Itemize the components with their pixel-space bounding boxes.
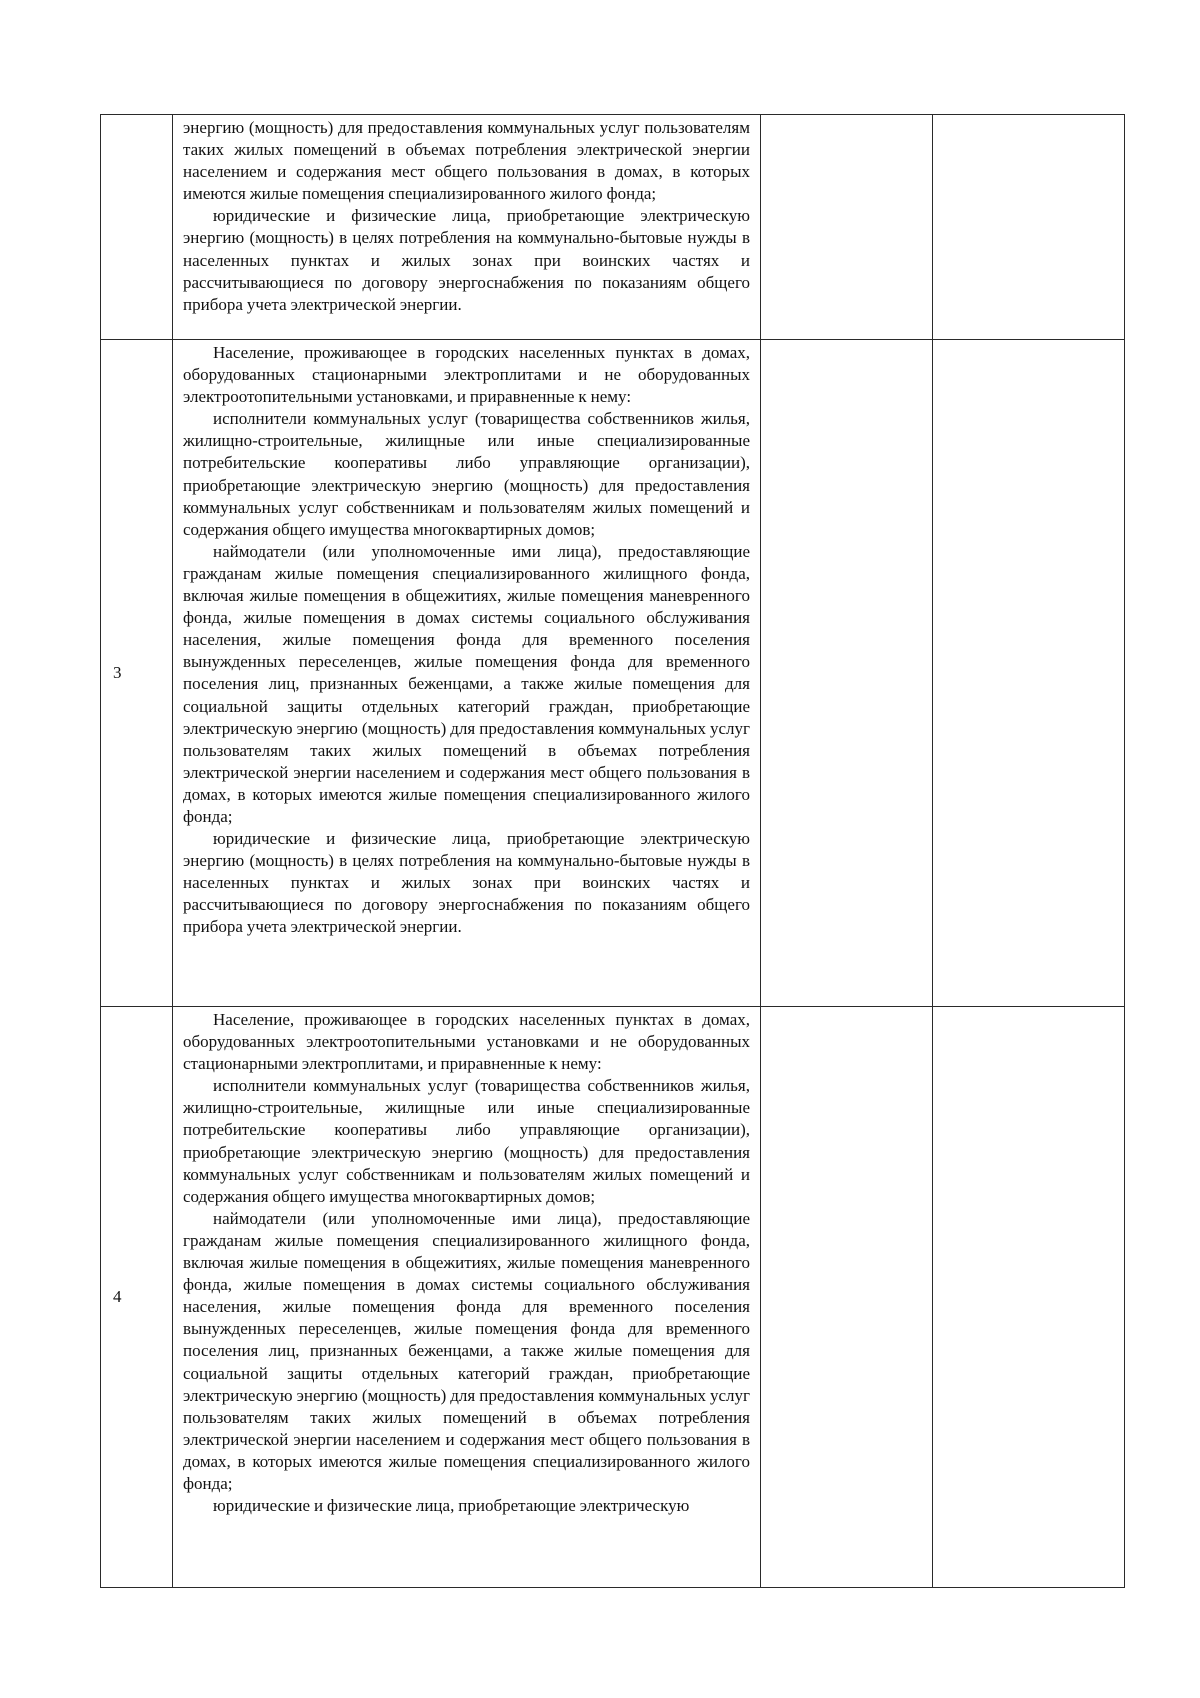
table-row bbox=[101, 1007, 1125, 1588]
paragraph: наймодатели (или уполномоченные ими лица), предоставляющие гражданам жилые помещения специализированного жилищного фонда, включая жилые помещения в общежитиях, жилые помещения маневренного фонда, жилые помещения в домах системы социального обслуживания населения, жилые помещения фонда для временного поселения вынужденных переселенцев, жилые помещения фонда для временного поселения лиц, признанных беженцами, а также жилые помещения для социальной защиты отдельных категорий граждан, приобретающие электрическую энергию (мощность) для предоставления коммунальных услуг пользователям таких жилых помещений в объемах потребления электрической энергии населением и содержания мест общего пользования в домах, в которых имеются жилые помещения специализированного жилого фонда; bbox=[183, 541, 750, 826]
row-description-cell bbox=[173, 115, 761, 340]
row-number-cell bbox=[101, 115, 173, 340]
paragraph: наймодатели (или уполномоченные ими лица), предоставляющие гражданам жилые помещения специализированного жилищного фонда, включая жилые помещения в общежитиях, жилые помещения маневренного фонда, жилые помещения в домах системы социального обслуживания населения, жилые помещения фонда для временного поселения вынужденных переселенцев, жилые помещения фонда для временного поселения лиц, признанных беженцами, а также жилые помещения для социальной защиты отдельных категорий граждан, приобретающие электрическую энергию (мощность) для предоставления коммунальных услуг пользователям таких жилых помещений в объемах потребления электрической энергии населением и содержания мест общего пользования в домах, в которых имеются жилые помещения специализированного жилого фонда; bbox=[183, 1208, 750, 1493]
table-row bbox=[101, 340, 1125, 1007]
row-number-cell: 3 bbox=[101, 340, 173, 1007]
empty-value-cell bbox=[933, 115, 1125, 340]
row-description-cell bbox=[173, 1007, 761, 1588]
row-description-cell bbox=[173, 340, 761, 1007]
row-number-cell: 4 bbox=[101, 1007, 173, 1588]
empty-value-cell bbox=[933, 340, 1125, 1007]
empty-value-cell bbox=[761, 340, 933, 1007]
paragraph: Население, проживающее в городских населенных пунктах в домах, оборудованных электроотопительными установками и не оборудованных стационарными электроплитами, и приравненные к нему: bbox=[183, 1010, 750, 1074]
paragraph: юридические и физические лица, приобретающие электрическую энергию (мощность) в целях потребления на коммунально-бытовые нужды в населенных пунктах и жилых зонах при воинских частях и рассчитывающиеся по договору энергоснабжения по показаниям общего прибора учета электрической энергии. bbox=[183, 206, 750, 314]
paragraph: исполнители коммунальных услуг (товарищества собственников жилья, жилищно-строительные, жилищные или иные специализированные потребительские кооперативы либо управляющие организации), приобретающие электрическую энергию (мощность) для предоставления коммунальных услуг собственникам и пользователям жилых помещений и содержания общего имущества многоквартирных домов; bbox=[183, 409, 750, 539]
paragraph: исполнители коммунальных услуг (товарищества собственников жилья, жилищно-строительные, жилищные или иные специализированные потребительские кооперативы либо управляющие организации), приобретающие электрическую энергию (мощность) для предоставления коммунальных услуг собственникам и пользователям жилых помещений и содержания общего имущества многоквартирных домов; bbox=[183, 1076, 750, 1206]
empty-value-cell bbox=[761, 1007, 933, 1588]
paragraph: юридические и физические лица, приобретающие электрическую энергию (мощность) в целях потребления на коммунально-бытовые нужды в населенных пунктах и жилых зонах при воинских частях и рассчитывающиеся по договору энергоснабжения по показаниям общего прибора учета электрической энергии. bbox=[183, 829, 750, 937]
paragraph: энергию (мощность) для предоставления коммунальных услуг пользователям таких жилых помещений в объемах потребления электрической энергии населением и содержания мест общего пользования в домах, в которых имеются жилые помещения специализированного жилого фонда; bbox=[183, 118, 750, 204]
empty-value-cell bbox=[933, 1007, 1125, 1588]
table-row bbox=[101, 115, 1125, 340]
tariff-table bbox=[100, 114, 1125, 1588]
paragraph: Население, проживающее в городских населенных пунктах в домах, оборудованных стационарными электроплитами и не оборудованных электроотопительными установками, и приравненные к нему: bbox=[183, 343, 750, 407]
paragraph: юридические и физические лица, приобретающие электрическую bbox=[213, 1496, 690, 1516]
empty-value-cell bbox=[761, 115, 933, 340]
